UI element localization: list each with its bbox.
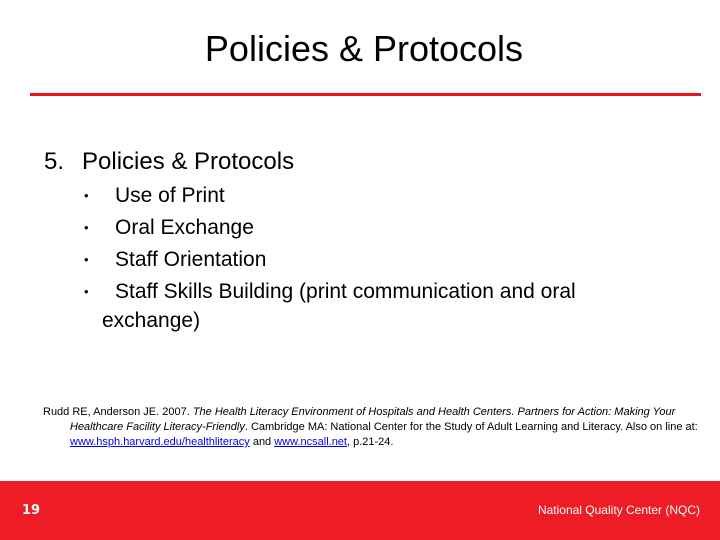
section-heading — [44, 147, 294, 177]
list-item — [84, 180, 684, 212]
bullet-text: Staff Orientation — [115, 248, 267, 271]
bullet-icon: • — [84, 252, 89, 267]
list-item — [84, 244, 684, 276]
bullet-text: Use of Print — [115, 184, 225, 207]
list-item — [84, 276, 684, 334]
list-item — [84, 212, 684, 244]
bullet-continuation: exchange) — [102, 309, 201, 332]
section-number: 5. — [44, 148, 65, 175]
citation-publisher: . Cambridge MA: National Center for the Study of Adult Learning and Literacy. Also on line at: — [244, 421, 698, 433]
citation-authors: Rudd RE, Anderson JE. 2007. — [43, 406, 193, 418]
footer-org-name: National Quality Center (NQC) — [537, 503, 700, 517]
bullet-text: Staff Skills Building (print communication and oral — [115, 280, 576, 303]
section-heading-text: Policies & Protocols — [82, 148, 295, 175]
citation-link-ncsall[interactable]: www.ncsall.net — [274, 436, 347, 448]
citation-and: and — [249, 436, 275, 448]
bullet-list — [84, 180, 684, 334]
bullet-icon: • — [84, 220, 89, 235]
slide-title: Policies & Protocols — [204, 28, 524, 69]
bullet-text: Oral Exchange — [115, 216, 254, 239]
page-number: 19 — [22, 503, 41, 518]
citation — [43, 405, 720, 450]
bullet-icon: • — [84, 188, 89, 203]
citation-pages: , p.21-24. — [347, 436, 394, 448]
footer-bar — [0, 481, 720, 540]
citation-link-hsph[interactable]: www.hsph.harvard.edu/healthliteracy — [70, 436, 250, 448]
title-divider — [30, 93, 701, 96]
citation-title: The Health Literacy Environment of Hospitals and Health Centers. Partners for Action: Making Your Healthcare Facility Literacy-Friendly — [70, 406, 676, 433]
bullet-icon: • — [84, 284, 89, 299]
